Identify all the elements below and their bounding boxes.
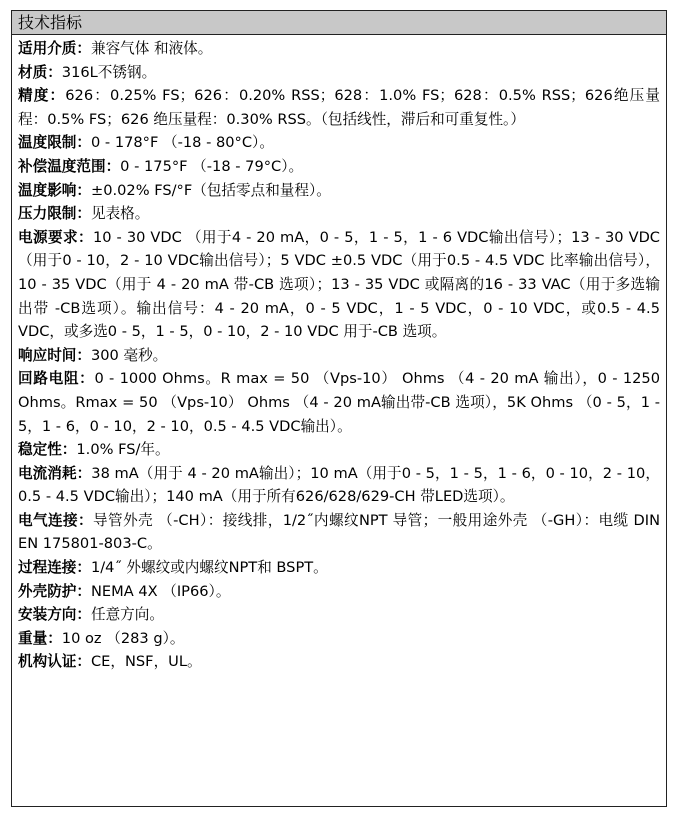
spec-row-current-consumption	[18, 462, 660, 509]
spec-value: 兼容气体 和液体。	[90, 40, 213, 57]
spec-value: CE，NSF，UL。	[90, 653, 202, 671]
spec-value: 626：0.25% FS；626：0.20% RSS；628：1.0% FS；628：0.5% RSS；626绝压量程：0.5% FS；626 绝压量程：0.30% RSS。（包括线性，滞后和可重复性。）	[18, 87, 660, 128]
spec-label: 机构认证：	[18, 653, 91, 671]
spec-row-loop-resistance	[18, 367, 660, 438]
spec-list	[12, 35, 666, 674]
spec-value: 0 - 175°F （-18 - 79°C）。	[120, 157, 304, 175]
spec-value: 300 毫秒。	[90, 346, 168, 364]
spec-label: 压力限制：	[18, 205, 91, 223]
spec-label: 精度：	[18, 87, 66, 105]
spec-label: 适用介质：	[18, 40, 91, 57]
spec-label: 补偿温度范围：	[18, 157, 121, 175]
spec-label: 温度限制：	[18, 134, 91, 152]
table-header: 技术指标	[12, 11, 666, 35]
spec-row-enclosure-rating	[18, 580, 660, 604]
spec-label: 温度影响：	[18, 181, 91, 199]
spec-row-pressure-limits	[18, 202, 660, 226]
spec-row-response-time	[18, 344, 660, 368]
spec-label: 重量：	[18, 629, 62, 647]
spec-row-stability	[18, 438, 660, 462]
spec-row-accuracy	[18, 84, 660, 131]
spec-value: 任意方向。	[90, 606, 164, 624]
spec-label: 电流消耗：	[18, 464, 92, 482]
spec-row-power	[18, 226, 660, 344]
spec-value: 1/4˝ 外螺纹或内螺纹NPT和 BSPT。	[90, 559, 328, 577]
spec-value: 10 oz （283 g）。	[61, 629, 185, 647]
spec-row-thermal-effect	[18, 179, 660, 203]
spec-row-compensated-range	[18, 155, 660, 179]
spec-row-media	[18, 37, 660, 61]
spec-label: 安装方向：	[18, 606, 91, 624]
spec-value: 10 - 30 VDC （用于4 - 20 mA，0 - 5，1 - 5，1 - 6 VDC输出信号）；13 - 30 VDC （用于0 - 10，2 - 10 VDC输出信号）；5 VDC ±0.5 VDC（用于0.5 - 4.5 VDC 比率输出信号），10 - 35 VDC（用于 4 - 20 mA 带-CB 选项）；13 - 35 VDC 或隔离的16 - 33 VAC（用于多选输出带 -CB选项）。输出信号：4 - 20 mA，0 - 5 VDC，1 - 5 VDC，0 - 10 VDC，或0.5 - 4.5 VDC，或多选0 - 5，1 - 5，0 - 10，2 - 10 VDC 用于-CB 选项。	[18, 228, 660, 341]
spec-value: 38 mA（用于 4 - 20 mA输出）；10 mA（用于0 - 5，1 - 5，1 - 6，0 - 10，2 - 10，0.5 - 4.5 VDC输出）；140 mA（用于所有626/628/629-CH 带LED选项）。	[18, 464, 660, 506]
spec-label: 过程连接：	[18, 559, 91, 577]
spec-row-approvals	[18, 650, 660, 674]
spec-label: 外壳防护：	[18, 582, 91, 600]
spec-value: 导管外壳 （-CH）：接线排，1/2˝内螺纹NPT 导管；一般用途外壳 （-GH）：电缆 DIN EN 175801-803-C。	[18, 511, 660, 553]
spec-value: 316L不锈钢。	[61, 63, 157, 81]
spec-table	[11, 10, 667, 807]
spec-row-mounting-orientation	[18, 603, 660, 627]
spec-value: ±0.02% FS/°F（包括零点和量程）。	[90, 181, 331, 199]
spec-value: NEMA 4X （IP66）。	[90, 582, 231, 600]
spec-value: 0 - 178°F （-18 - 80°C）。	[90, 134, 274, 152]
spec-label: 响应时间：	[18, 346, 91, 364]
spec-label: 材质：	[18, 63, 62, 81]
spec-label: 电源要求：	[18, 228, 93, 246]
spec-label: 电气连接：	[18, 511, 94, 529]
spec-value: 见表格。	[90, 205, 150, 223]
spec-row-material	[18, 61, 660, 85]
spec-row-temperature-limits	[18, 131, 660, 155]
spec-label: 回路电阻：	[18, 370, 95, 388]
spec-row-weight	[18, 627, 660, 651]
spec-value: 0 - 1000 Ohms。R max = 50 （Vps-10） Ohms （4 - 20 mA 输出），0 - 1250 Ohms。Rmax = 50 （Vps-10） Ohms （4 - 20 mA输出带-CB 选项），5K Ohms （0 - 5，1 - 5，1 - 6，0 - 10，2 - 10，0.5 - 4.5 VDC输出）。	[18, 370, 660, 435]
spec-row-electrical-connection	[18, 509, 660, 556]
spec-row-process-connection	[18, 556, 660, 580]
spec-label: 稳定性：	[18, 441, 77, 459]
spec-value: 1.0% FS/年。	[76, 441, 170, 459]
